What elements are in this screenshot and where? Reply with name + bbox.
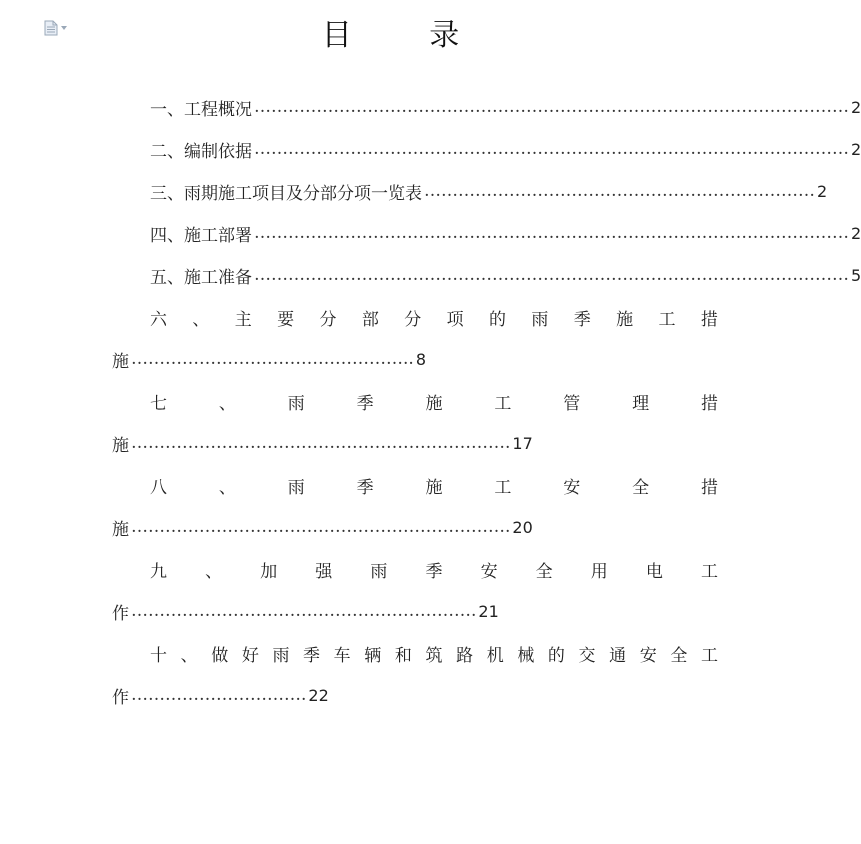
toc-entry-char: 、 bbox=[192, 309, 210, 330]
table-of-contents bbox=[112, 86, 861, 716]
toc-entry-label: 施 bbox=[112, 519, 129, 540]
toc-entry-char: 路 bbox=[456, 645, 474, 666]
toc-entry-char: 措 bbox=[701, 393, 718, 414]
toc-entry-char: 项 bbox=[446, 309, 464, 330]
toc-leader: …………………………………………………………………………………………… bbox=[254, 223, 849, 243]
toc-entry-char: 季 bbox=[573, 309, 591, 330]
toc-entry-char: 通 bbox=[609, 645, 627, 666]
toc-page-number: 21 bbox=[478, 601, 499, 621]
toc-entry-char: 六 bbox=[150, 309, 167, 330]
toc-leader: …………………………. bbox=[131, 685, 307, 705]
toc-entry-char: 季 bbox=[425, 561, 443, 582]
toc-entry-char: 做 bbox=[211, 645, 229, 666]
toc-entry-char: 、 bbox=[218, 393, 236, 414]
toc-entry-char: 施 bbox=[425, 393, 443, 414]
toc-entry[interactable] bbox=[112, 128, 861, 170]
toc-entry-char: 、 bbox=[180, 645, 198, 666]
toc-entry-char: 管 bbox=[563, 393, 581, 414]
toc-entry-char: 筑 bbox=[425, 645, 443, 666]
toc-entry-char: 主 bbox=[234, 309, 252, 330]
toc-entry-char: 措 bbox=[701, 477, 718, 498]
toc-entry-line2[interactable] bbox=[112, 338, 718, 380]
toc-entry-label: 三、雨期施工项目及分部分项一览表 bbox=[150, 183, 422, 204]
toc-entry-line1[interactable] bbox=[112, 464, 718, 506]
toc-entry-label: 作 bbox=[112, 687, 129, 708]
toc-leader: …………………………………………………………… bbox=[424, 181, 815, 201]
toc-page-number: 2 bbox=[851, 223, 861, 243]
toc-entry-char: 季 bbox=[356, 477, 374, 498]
toc-entry-char: 雨 bbox=[287, 477, 305, 498]
toc-entry-char: 雨 bbox=[287, 393, 305, 414]
toc-entry-char: 部 bbox=[361, 309, 379, 330]
toc-entry-char: 全 bbox=[632, 477, 650, 498]
toc-entry-char: 械 bbox=[517, 645, 535, 666]
toc-entry-char: 八 bbox=[150, 477, 167, 498]
toc-entry-char: 安 bbox=[563, 477, 581, 498]
toc-entry-char: 安 bbox=[639, 645, 657, 666]
toc-entry-char: 季 bbox=[356, 393, 374, 414]
toc-entry-char: 措 bbox=[700, 309, 718, 330]
toc-entry-char: 加 bbox=[260, 561, 278, 582]
toc-entry-char: 、 bbox=[205, 561, 223, 582]
toc-entry-char: 车 bbox=[333, 645, 351, 666]
toc-entry-label: 施 bbox=[112, 435, 129, 456]
toc-entry-label: 施 bbox=[112, 351, 129, 372]
toc-entry-label: 作 bbox=[112, 603, 129, 624]
toc-page-number: 8 bbox=[415, 349, 426, 369]
toc-leader: …………………………………………………………. bbox=[131, 433, 511, 453]
toc-page-number: 20 bbox=[512, 517, 533, 537]
toc-entry-char: 季 bbox=[303, 645, 321, 666]
toc-page-number: 17 bbox=[512, 433, 533, 453]
toc-entry-char: 全 bbox=[535, 561, 553, 582]
toc-leader: …………………………………………………………………………………………… bbox=[254, 139, 849, 159]
toc-entry-char: 机 bbox=[486, 645, 504, 666]
toc-page-number: 2 bbox=[817, 181, 828, 201]
toc-entry-char: 雨 bbox=[531, 309, 549, 330]
toc-entry-char: 交 bbox=[578, 645, 596, 666]
toc-entry-char: 的 bbox=[547, 645, 565, 666]
toc-entry-char: 雨 bbox=[272, 645, 290, 666]
toc-entry[interactable] bbox=[112, 86, 861, 128]
toc-entry-char: 七 bbox=[150, 393, 167, 414]
toc-entry-char: 和 bbox=[394, 645, 412, 666]
toc-entry-line2[interactable] bbox=[112, 506, 718, 548]
toc-entry-char: 的 bbox=[489, 309, 506, 330]
toc-entry-char: 理 bbox=[632, 393, 650, 414]
toc-entry-char: 施 bbox=[616, 309, 634, 330]
toc-entry-line1[interactable] bbox=[112, 296, 718, 338]
toc-entry-char: 用 bbox=[590, 561, 608, 582]
toc-entry-label: 一、工程概况 bbox=[150, 99, 252, 120]
toc-entry[interactable] bbox=[112, 170, 828, 212]
toc-entry-char: 分 bbox=[404, 309, 422, 330]
toc-entry-char: 九 bbox=[150, 561, 167, 582]
toc-entry-char: 好 bbox=[241, 645, 259, 666]
toc-entry[interactable] bbox=[112, 254, 861, 296]
toc-leader: ……………………………………………………. bbox=[131, 601, 477, 621]
toc-page-number: 2 bbox=[851, 139, 861, 159]
toc-entry-label: 五、施工准备 bbox=[150, 267, 252, 288]
toc-entry-char: 安 bbox=[480, 561, 498, 582]
toc-entry-line2[interactable] bbox=[112, 674, 718, 716]
toc-entry-char: 强 bbox=[315, 561, 333, 582]
toc-page-number: 5 bbox=[851, 265, 861, 285]
toc-entry-char: 分 bbox=[319, 309, 337, 330]
toc-entry-line1[interactable] bbox=[112, 548, 718, 590]
toc-entry-line2[interactable] bbox=[112, 590, 718, 632]
toc-entry-line2[interactable] bbox=[112, 422, 718, 464]
toc-entry-char: 施 bbox=[425, 477, 443, 498]
toc-page-number: 22 bbox=[308, 685, 329, 705]
toc-entry-char: 工 bbox=[658, 309, 676, 330]
toc-entry-char: 雨 bbox=[370, 561, 388, 582]
toc-entry-char: 十 bbox=[150, 645, 167, 666]
toc-entry-label: 四、施工部署 bbox=[150, 225, 252, 246]
toc-page-number: 2 bbox=[851, 97, 861, 117]
toc-leader: ………………………………………….. bbox=[131, 349, 414, 369]
toc-entry-char: 要 bbox=[277, 309, 295, 330]
toc-entry-char: 工 bbox=[700, 561, 718, 582]
toc-entry-char: 电 bbox=[645, 561, 663, 582]
toc-entry-char: 工 bbox=[494, 477, 512, 498]
toc-leader: …………………………………………………………. bbox=[131, 517, 511, 537]
toc-entry-line1[interactable] bbox=[112, 380, 718, 422]
toc-entry-label: 二、编制依据 bbox=[150, 141, 252, 162]
toc-leader: …………………………………………………………………………………………… bbox=[254, 97, 849, 117]
toc-entry-line1[interactable] bbox=[112, 632, 718, 674]
toc-leader: …………………………………………………………………………………………… bbox=[254, 265, 849, 285]
page-title: 目 录 bbox=[321, 18, 494, 53]
toc-entry-char: 工 bbox=[700, 645, 718, 666]
toc-entry-char: 工 bbox=[494, 393, 512, 414]
toc-entry-char: 辆 bbox=[364, 645, 382, 666]
toc-entry[interactable] bbox=[112, 212, 861, 254]
toc-entry-char: 全 bbox=[670, 645, 688, 666]
toc-entry-char: 、 bbox=[218, 477, 236, 498]
wrapped-entries bbox=[112, 296, 718, 716]
